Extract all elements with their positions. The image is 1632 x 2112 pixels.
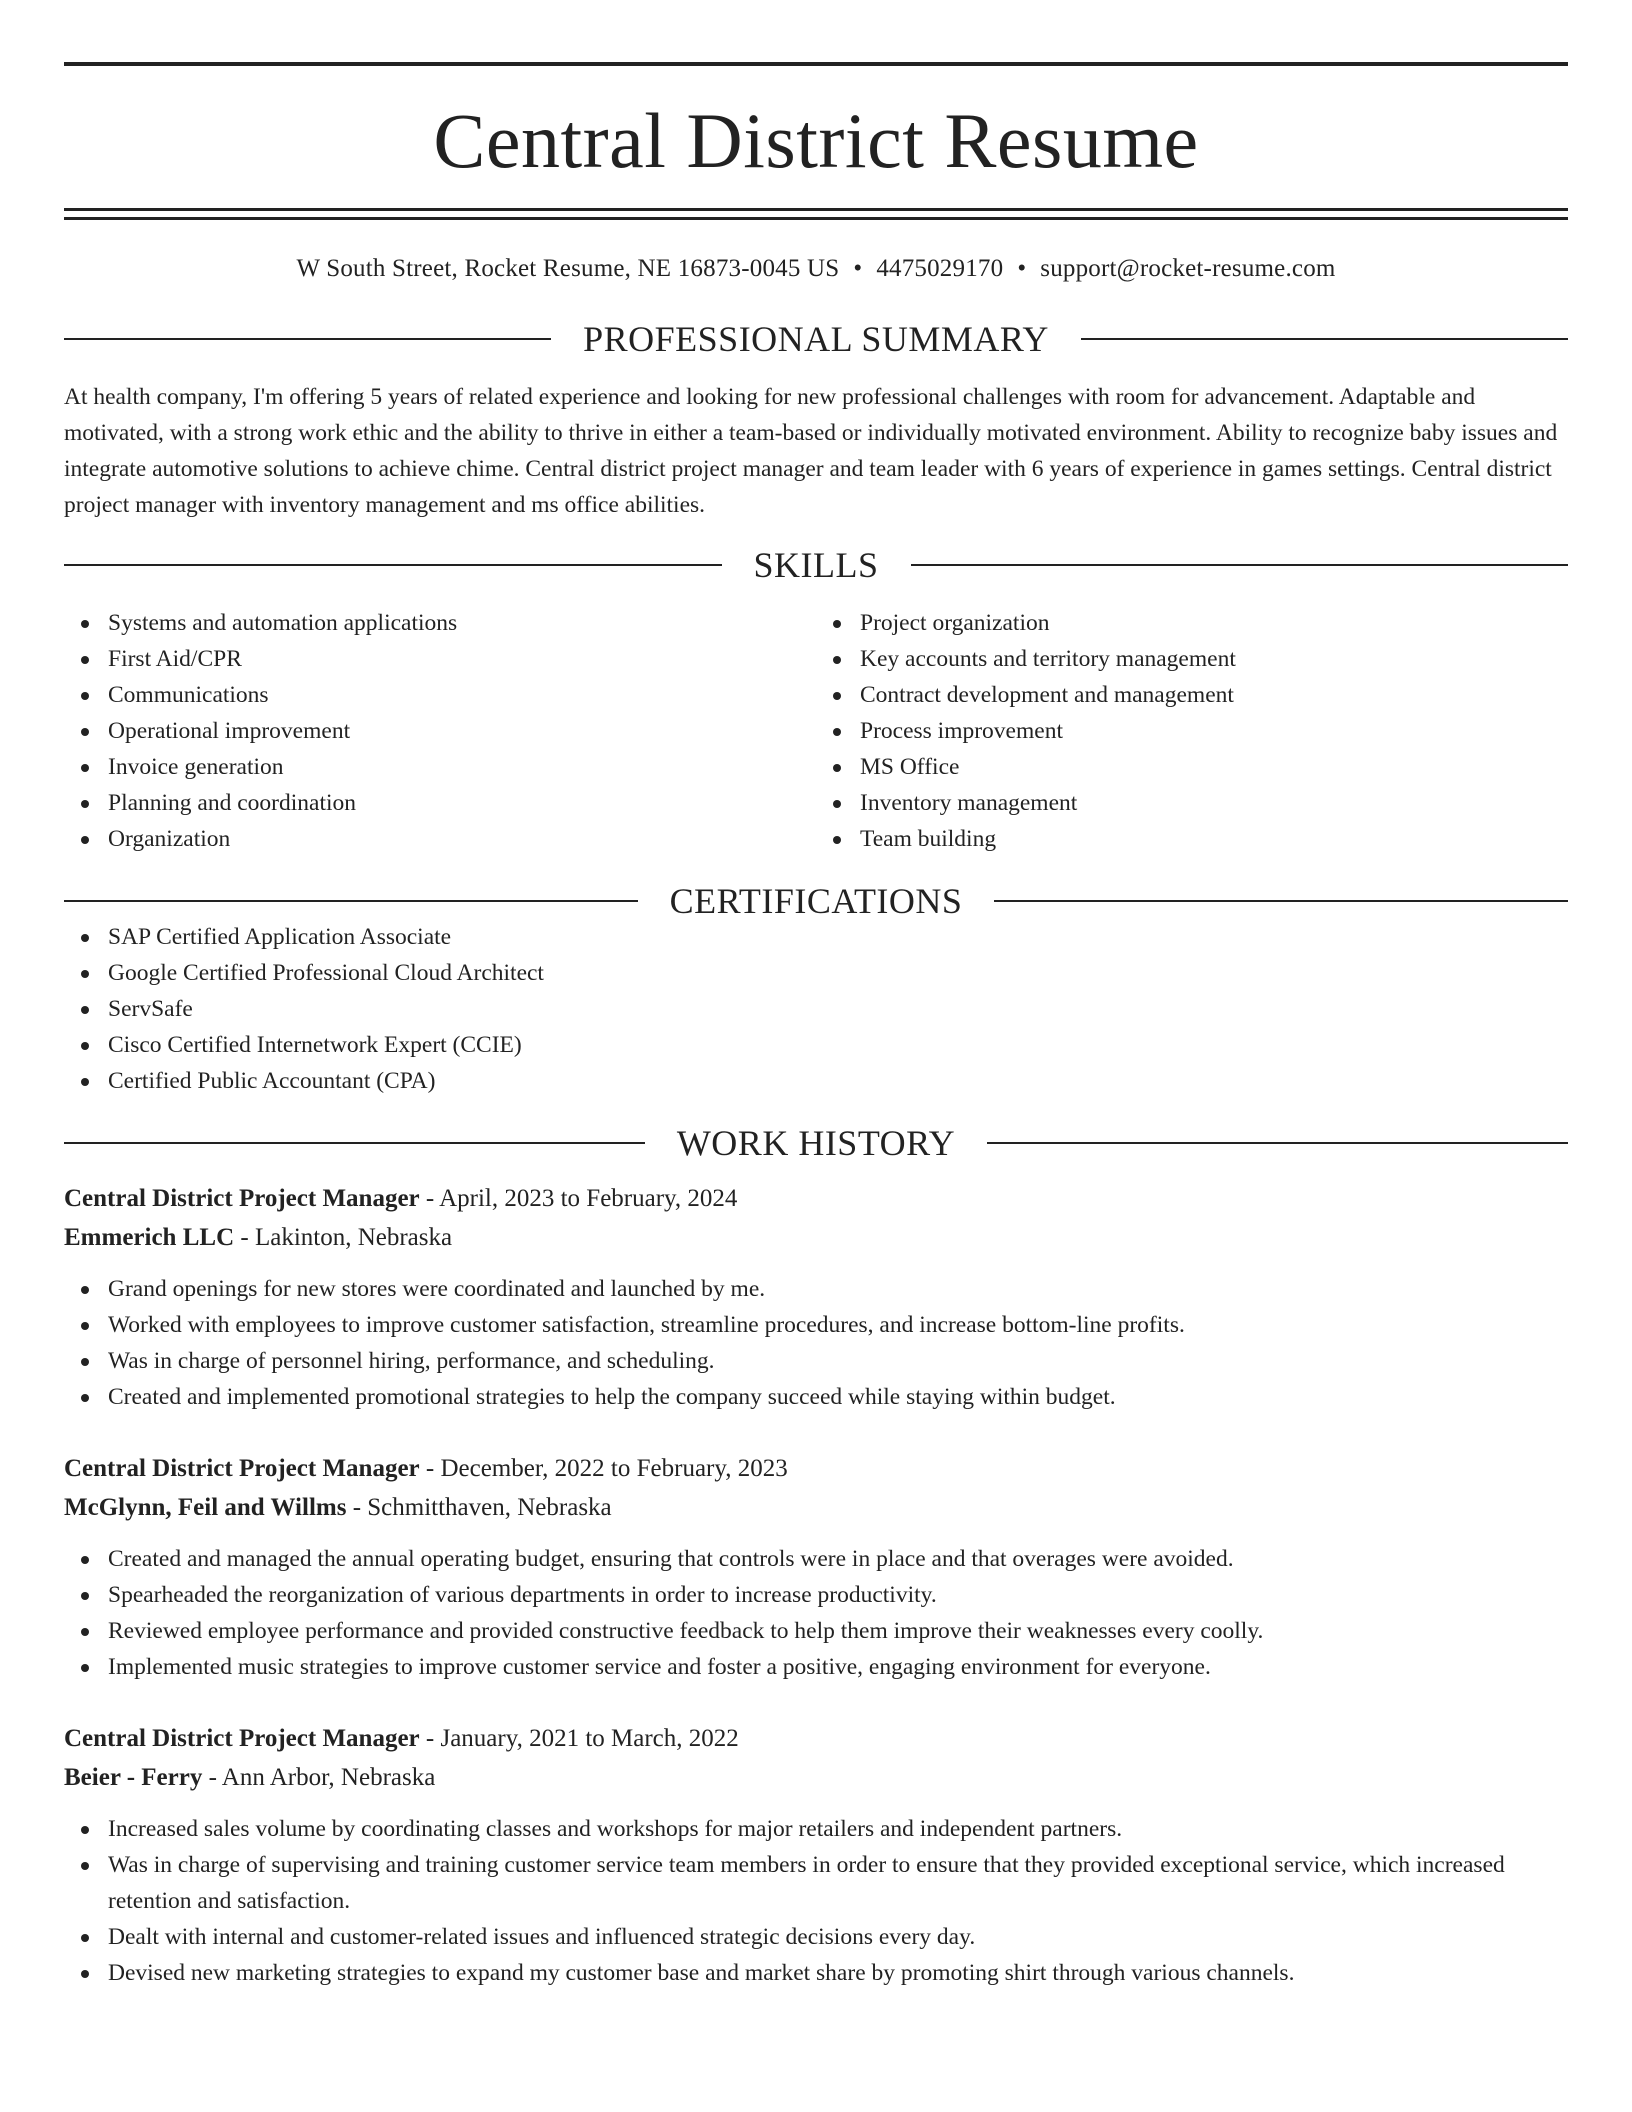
- job-location: - Ann Arbor, Nebraska: [202, 1763, 436, 1791]
- job-company: McGlynn, Feil and Willms: [64, 1493, 347, 1521]
- skill-item: Invoice generation: [64, 749, 816, 785]
- job-bullet: Worked with employees to improve customer satisfaction, streamline procedures, and increase bottom-line profits.: [64, 1307, 1568, 1343]
- job-bullet: Devised new marketing strategies to expand my customer base and market share by promoting shirt through various channels.: [64, 1955, 1568, 1991]
- skill-item: Inventory management: [816, 785, 1568, 821]
- job-bullet: Created and implemented promotional strategies to help the company succeed while staying within budget.: [64, 1379, 1568, 1415]
- skills-column-right: [816, 605, 1568, 857]
- job-bullet: Grand openings for new stores were coordinated and launched by me.: [64, 1271, 1568, 1307]
- skill-item: Key accounts and territory management: [816, 641, 1568, 677]
- contact-separator: •: [853, 255, 863, 282]
- section-rule: [987, 1142, 1568, 1144]
- job-company-line: [64, 1218, 1568, 1257]
- job-dates: - April, 2023 to February, 2024: [419, 1184, 738, 1212]
- section-title-skills: SKILLS: [753, 544, 879, 585]
- job-title: Central District Project Manager: [64, 1184, 420, 1212]
- skill-item: Process improvement: [816, 713, 1568, 749]
- section-rule: [64, 1142, 645, 1144]
- top-rule: [64, 62, 1568, 66]
- section-title-work-history: WORK HISTORY: [676, 1122, 956, 1163]
- job-bullet: Reviewed employee performance and provided constructive feedback to help them improve their weaknesses every coolly.: [64, 1613, 1568, 1649]
- skill-item: Systems and automation applications: [64, 605, 816, 641]
- certification-item: ServSafe: [64, 991, 1568, 1027]
- section-title-certifications: CERTIFICATIONS: [669, 880, 963, 921]
- job-entry: [64, 1719, 1568, 1991]
- job-title: Central District Project Manager: [64, 1454, 420, 1482]
- job-bullet: Increased sales volume by coordinating classes and workshops for major retailers and independent partners.: [64, 1811, 1568, 1847]
- certification-item: SAP Certified Application Associate: [64, 919, 1568, 955]
- job-location: - Schmitthaven, Nebraska: [346, 1493, 612, 1521]
- job-company: Emmerich LLC: [64, 1223, 235, 1251]
- section-title-summary: PROFESSIONAL SUMMARY: [583, 319, 1049, 359]
- section-header-certifications: [64, 880, 1568, 921]
- skill-item: Operational improvement: [64, 713, 816, 749]
- section-rule: [64, 564, 722, 566]
- contact-line: [64, 256, 1568, 281]
- skills-column-left: [64, 605, 816, 857]
- skill-item: Team building: [816, 821, 1568, 857]
- job-title-line: [64, 1449, 1568, 1488]
- certifications-list: [64, 919, 1568, 1099]
- contact-separator: •: [1017, 255, 1027, 282]
- job-dates: - December, 2022 to February, 2023: [419, 1454, 788, 1482]
- job-bullet: Created and managed the annual operating budget, ensuring that controls were in place and that overages were avoided.: [64, 1541, 1568, 1577]
- job-company: Beier - Ferry: [64, 1763, 203, 1791]
- contact-email: support@rocket-resume.com: [1040, 255, 1336, 282]
- skill-item: First Aid/CPR: [64, 641, 816, 677]
- job-title-line: [64, 1179, 1568, 1218]
- skill-item: Project organization: [816, 605, 1568, 641]
- section-header-summary: [64, 321, 1568, 357]
- job-title-line: [64, 1719, 1568, 1758]
- skills-list: [64, 605, 1568, 857]
- section-header-work-history: [64, 1122, 1568, 1163]
- skill-item: MS Office: [816, 749, 1568, 785]
- job-entry: [64, 1179, 1568, 1415]
- job-entry: [64, 1449, 1568, 1685]
- job-dates: - January, 2021 to March, 2022: [419, 1724, 739, 1752]
- job-bullet: Dealt with internal and customer-related issues and influenced strategic decisions every day.: [64, 1919, 1568, 1955]
- job-bullets: [64, 1271, 1568, 1415]
- job-title: Central District Project Manager: [64, 1724, 420, 1752]
- contact-phone: 4475029170: [876, 255, 1004, 282]
- skill-item: Organization: [64, 821, 816, 857]
- section-rule: [994, 900, 1568, 902]
- skill-item: Communications: [64, 677, 816, 713]
- job-location: - Lakinton, Nebraska: [234, 1223, 453, 1251]
- section-rule: [64, 338, 551, 340]
- contact-address: W South Street, Rocket Resume, NE 16873-0045 US: [296, 255, 840, 282]
- skill-item: Planning and coordination: [64, 785, 816, 821]
- job-bullets: [64, 1811, 1568, 1991]
- resume-title: Central District Resume: [433, 97, 1199, 184]
- job-company-line: [64, 1488, 1568, 1527]
- summary-text: At health company, I'm offering 5 years of related experience and looking for new professional challenges with room for advancement. Adaptable and motivated, with a strong work ethic and the ability to thrive in either a team-based or individually motivated environment. Ability to recognize baby issues and integrate automotive solutions to achieve chime. Central district project manager and team leader with 6 years of experience in games settings. Central district project manager with inventory management and ms office abilities.: [64, 384, 1558, 518]
- section-rule: [1081, 338, 1568, 340]
- certification-item: Google Certified Professional Cloud Architect: [64, 955, 1568, 991]
- job-bullet: Spearheaded the reorganization of various departments in order to increase productivity.: [64, 1577, 1568, 1613]
- section-rule: [911, 564, 1569, 566]
- job-bullet: Was in charge of personnel hiring, performance, and scheduling.: [64, 1343, 1568, 1379]
- title-double-rule: [64, 208, 1568, 220]
- job-bullet: Implemented music strategies to improve customer service and foster a positive, engaging environment for everyone.: [64, 1649, 1568, 1685]
- certification-item: Cisco Certified Internetwork Expert (CCIE): [64, 1027, 1568, 1063]
- certification-item: Certified Public Accountant (CPA): [64, 1063, 1568, 1099]
- job-bullet: Was in charge of supervising and training customer service team members in order to ensure that they provided exceptional service, which increased retention and satisfaction.: [64, 1847, 1568, 1919]
- section-header-skills: [64, 544, 1568, 585]
- skill-item: Contract development and management: [816, 677, 1568, 713]
- section-rule: [64, 900, 638, 902]
- job-bullets: [64, 1541, 1568, 1685]
- job-company-line: [64, 1758, 1568, 1797]
